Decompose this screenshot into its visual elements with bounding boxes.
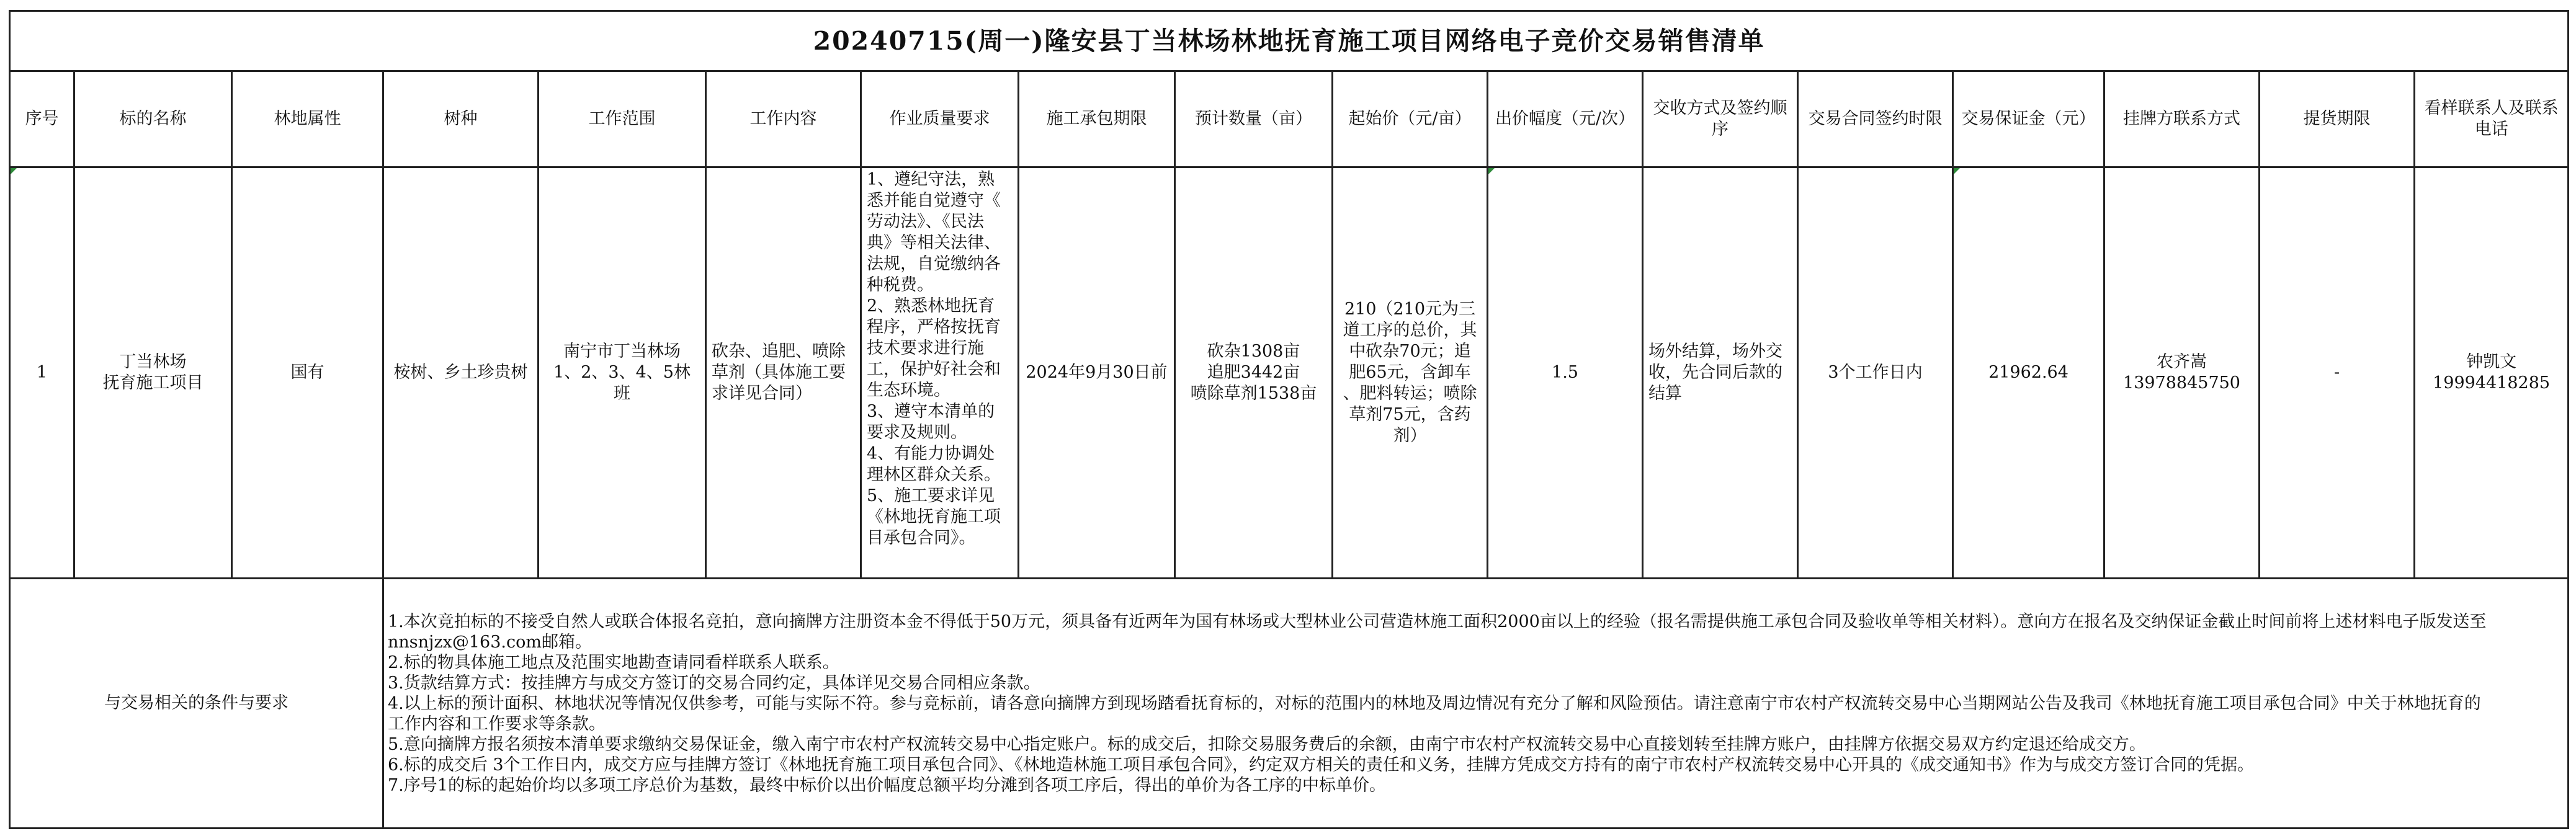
cell-line: 丁当林场	[119, 352, 187, 371]
column-header: 出价幅度（元/次）	[1488, 71, 1643, 167]
cell-line: 南宁市丁当林场	[563, 342, 681, 361]
cell-line: 场外结算，场外交	[1648, 342, 1782, 361]
cell-line: 典》等相关法律、	[867, 233, 1001, 252]
condition-line: nnsnjzx@163.com邮箱。	[388, 632, 592, 652]
column-header: 工作范围	[539, 71, 706, 167]
column-header: 起始价（元/亩）	[1333, 71, 1488, 167]
cell-line: 19994418285	[2433, 373, 2551, 393]
column-header: 挂牌方联系方式	[2104, 71, 2260, 167]
cell-line: 、肥料转运；喷除	[1343, 384, 1477, 403]
cell-line: 工，保护好社会和	[867, 360, 1001, 379]
cell-line: 收，先合同后款的	[1648, 363, 1782, 382]
cell-increment: 1.5	[1488, 167, 1643, 579]
cell-line: 砍杂、追肥、喷除	[712, 342, 846, 361]
cell-line: 农齐嵩	[2157, 352, 2207, 371]
cell-line: 班	[614, 384, 630, 403]
column-header: 看样联系人及联系电话	[2415, 71, 2569, 167]
column-header: 提货期限	[2260, 71, 2415, 167]
cell-line: 要求及规则。	[867, 423, 967, 442]
header-row	[10, 71, 2569, 167]
condition-line: 工作内容和工作要求等条款。	[388, 714, 606, 734]
cell-line: 追肥3442亩	[1207, 363, 1300, 382]
cell-deposit: 21962.64	[1953, 167, 2104, 579]
cell-line: 草剂75元，含药	[1349, 405, 1471, 424]
table-row	[10, 167, 2569, 579]
cell-name	[74, 167, 232, 579]
cell-scope	[539, 167, 706, 579]
cell-line: 目承包合同》。	[867, 528, 976, 548]
condition-line: 4.以上标的预计面积、林地状况等情况仅供参考，可能与实际不符。参与竞标前，请各意向摘牌方到现场踏看抚育标的，对标的范围内的林地及周边情况有充分了解和风险预估。请注意南宁市农村产权流转交易中心当期网站公告及我司《林地抚育施工项目承包合同》中关于林地抚育的	[388, 693, 2481, 713]
cell-line: 程序，严格按抚育	[867, 318, 1001, 337]
conditions-label: 与交易相关的条件与要求	[10, 579, 383, 829]
column-header: 序号	[10, 71, 74, 167]
condition-line: 1.本次竞拍标的不接受自然人或联合体报名竞拍，意向摘牌方注册资本金不得低于50万元，须具备有近两年为国有林场或大型林业公司营造林施工面积2000亩以上的经验（报名需提供施工承包合同及验收单等相关材料）。意向方在报名及交纳保证金截止时间前将上述材料电子版发送至	[388, 611, 2487, 631]
cell-contract-time: 3个工作日内	[1798, 167, 1953, 579]
cell-line: 3、遵守本清单的	[867, 402, 995, 421]
cell-line: 种税费。	[867, 275, 934, 295]
column-header: 交收方式及签约顺序	[1643, 71, 1798, 167]
column-header: 交易合同签约时限	[1798, 71, 1953, 167]
cell-line: 5、施工要求详见	[867, 486, 995, 505]
cell-line: 喷除草剂1538亩	[1190, 384, 1317, 403]
cell-line: 1、遵纪守法，熟	[867, 170, 995, 189]
condition-line: 3.货款结算方式：按挂牌方与成交方签订的交易合同约定，具体详见交易合同相应条款。	[388, 673, 1040, 693]
cell-period: 2024年9月30日前	[1019, 167, 1175, 579]
cell-line: 13978845750	[2123, 373, 2240, 393]
cell-contact	[2104, 167, 2260, 579]
column-header: 施工承包期限	[1019, 71, 1175, 167]
cell-line: 剂）	[1393, 426, 1427, 445]
column-header: 树种	[383, 71, 539, 167]
cell-line: 《林地抚育施工项	[867, 507, 1001, 527]
cell-line: 技术要求进行施	[867, 339, 984, 358]
condition-line: 2.标的物具体施工地点及范围实地勘查请同看样联系人联系。	[388, 652, 839, 672]
condition-line: 6.标的成交后 3个工作日内，成交方应与挂牌方签订《林地抚育施工项目承包合同》、《林地造林施工项目承包合同》，约定双方相关的责任和义务，挂牌方凭成交方持有的南宁市农村产权流转交易中心开具的《成交通知书》作为与成交方签订合同的凭据。	[388, 755, 2255, 775]
column-header: 作业质量要求	[861, 71, 1019, 167]
cell-line: 道工序的总价，其	[1343, 321, 1477, 340]
listing-table	[9, 10, 2569, 829]
conditions-text	[383, 579, 2569, 829]
column-header: 交易保证金（元）	[1953, 71, 2104, 167]
cell-line: 结算	[1648, 384, 1682, 403]
cell-delivery: -	[2260, 167, 2415, 579]
column-header: 工作内容	[706, 71, 861, 167]
cell-line: 理林区群众关系。	[867, 465, 1001, 484]
cell-quality	[861, 167, 1019, 579]
cell-line: 法规，自觉缴纳各	[867, 254, 1001, 273]
cell-line: 肥65元，含卸车	[1349, 363, 1471, 382]
cell-line: 210（210元为三	[1344, 300, 1476, 319]
cell-line: 劳动法》、《民法	[867, 212, 984, 231]
condition-line: 5.意向摘牌方报名须按本清单要求缴纳交易保证金，缴入南宁市农村产权流转交易中心指定账户。标的成交后，扣除交易服务费后的余额，由南宁市农村产权流转交易中心直接划转至挂牌方账户，由挂牌方依据交易双方约定退还给成交方。	[388, 734, 2146, 754]
cell-property: 国有	[232, 167, 383, 579]
cell-line: 抚育施工项目	[102, 373, 203, 393]
column-header: 标的名称	[74, 71, 232, 167]
cell-line: 1、2、3、4、5林	[553, 363, 691, 382]
cell-line: 中砍杂70元；追	[1349, 342, 1471, 361]
cell-seq: 1	[10, 167, 74, 579]
column-header: 林地属性	[232, 71, 383, 167]
cell-line: 悉并能自觉遵守《	[867, 191, 1001, 210]
cell-line: 2、熟悉林地抚育	[867, 296, 995, 316]
cell-settlement	[1643, 167, 1798, 579]
cell-line: 4、有能力协调处	[867, 444, 995, 463]
cell-start-price	[1333, 167, 1488, 579]
column-header: 预计数量（亩）	[1175, 71, 1333, 167]
cell-content	[706, 167, 861, 579]
cell-quantity	[1175, 167, 1333, 579]
cell-line: 钟凯文	[2466, 352, 2517, 371]
cell-line: 生态环境。	[867, 381, 950, 400]
cell-line: 草剂（具体施工要	[712, 363, 846, 382]
condition-line: 7.序号1的标的起始价均以多项工序总价为基数，最终中标价以出价幅度总额平均分滩到各项工序后，得出的单价为各工序的中标单价。	[388, 775, 1386, 795]
sheet-title: 20240715(周一)隆安县丁当林场林地抚育施工项目网络电子竞价交易销售清单	[10, 11, 2569, 71]
cell-species: 桉树、乡土珍贵树	[383, 167, 539, 579]
cell-line: 砍杂1308亩	[1207, 342, 1300, 361]
cell-line: 求详见合同）	[712, 384, 812, 403]
conditions-row	[10, 579, 2569, 829]
listing-sheet	[9, 10, 2567, 826]
cell-viewing-contact	[2415, 167, 2569, 579]
